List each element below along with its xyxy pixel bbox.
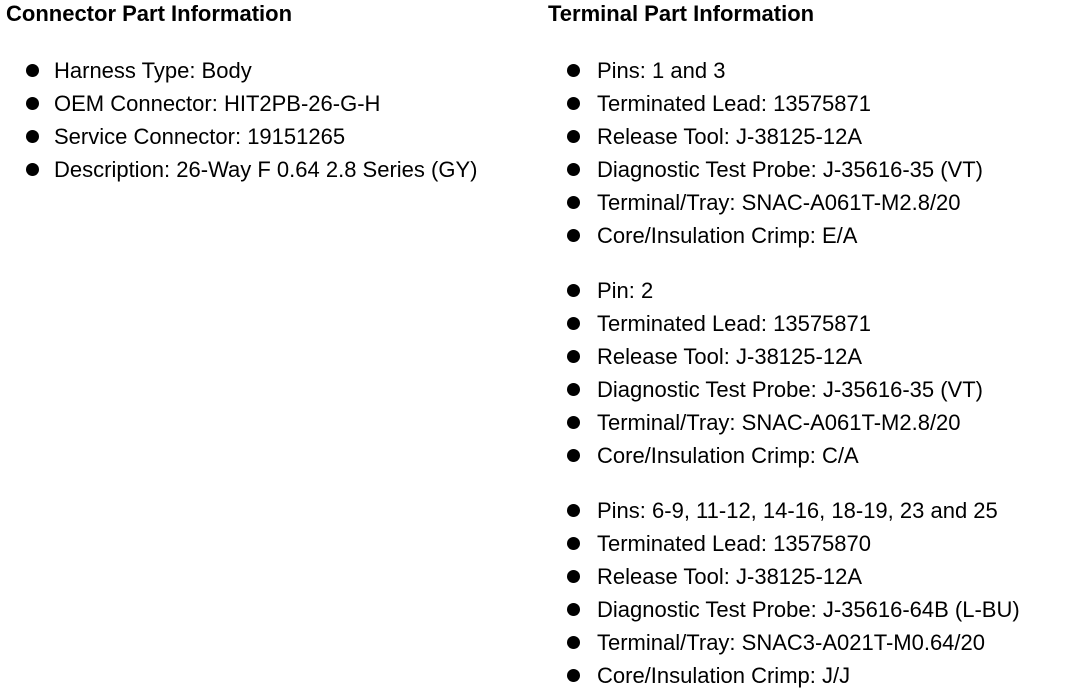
list-item (548, 527, 1088, 560)
list-item-text: OEM Connector: HIT2PB-26-G-H (54, 91, 381, 116)
list-item-text: Terminated Lead: 13575871 (597, 91, 871, 116)
terminal-group-list (548, 494, 1088, 692)
bullet-icon (567, 570, 580, 583)
bullet-icon (567, 97, 580, 110)
list-item-text: Harness Type: Body (54, 58, 252, 83)
bullet-icon (567, 636, 580, 649)
bullet-icon (567, 284, 580, 297)
list-item-text: Pins: 6-9, 11-12, 14-16, 18-19, 23 and 25 (597, 498, 998, 523)
list-item-text: Terminated Lead: 13575870 (597, 531, 871, 556)
bullet-icon (567, 64, 580, 77)
list-item-text: Core/Insulation Crimp: J/J (597, 663, 851, 688)
terminal-heading: Terminal Part Information (548, 1, 815, 26)
list-item (548, 626, 1088, 659)
list-item (548, 659, 1088, 692)
bullet-icon (567, 504, 580, 517)
bullet-icon (567, 669, 580, 682)
list-item-text: Core/Insulation Crimp: E/A (597, 223, 858, 248)
list-item (548, 87, 1088, 120)
bullet-icon (567, 350, 580, 363)
terminal-group-list (548, 274, 1088, 472)
connector-list (6, 54, 546, 186)
list-item (548, 186, 1088, 219)
bullet-icon (26, 130, 39, 143)
bullet-icon (567, 416, 580, 429)
bullet-icon (567, 383, 580, 396)
list-item (548, 153, 1088, 186)
list-item-text: Terminal/Tray: SNAC3-A021T-M0.64/20 (597, 630, 985, 655)
list-item (548, 406, 1088, 439)
list-item-text: Diagnostic Test Probe: J-35616-64B (L-BU) (597, 597, 1020, 622)
list-item-text: Pins: 1 and 3 (597, 58, 726, 83)
list-item-text: Terminal/Tray: SNAC-A061T-M2.8/20 (597, 190, 961, 215)
list-item (548, 219, 1088, 252)
list-item (548, 560, 1088, 593)
bullet-icon (26, 163, 39, 176)
list-item (548, 307, 1088, 340)
list-item (548, 340, 1088, 373)
bullet-icon (567, 130, 580, 143)
bullet-icon (567, 317, 580, 330)
list-item-text: Diagnostic Test Probe: J-35616-35 (VT) (597, 157, 983, 182)
bullet-icon (567, 449, 580, 462)
list-item-text: Terminal/Tray: SNAC-A061T-M2.8/20 (597, 410, 961, 435)
list-item (6, 120, 546, 153)
list-item (6, 54, 546, 87)
list-item (548, 120, 1088, 153)
bullet-icon (26, 64, 39, 77)
terminal-part-information-section (548, 0, 1088, 692)
list-item (548, 494, 1088, 527)
list-item (548, 593, 1088, 626)
list-item (548, 439, 1088, 472)
list-item-text: Release Tool: J-38125-12A (597, 344, 862, 369)
bullet-icon (567, 163, 580, 176)
list-item-text: Diagnostic Test Probe: J-35616-35 (VT) (597, 377, 983, 402)
list-item-text: Release Tool: J-38125-12A (597, 564, 862, 589)
list-item-text: Description: 26-Way F 0.64 2.8 Series (GY) (54, 157, 478, 182)
list-item (548, 54, 1088, 87)
list-item-text: Pin: 2 (597, 278, 654, 303)
list-item (548, 373, 1088, 406)
list-item-text: Terminated Lead: 13575871 (597, 311, 871, 336)
bullet-icon (567, 196, 580, 209)
list-item (6, 153, 546, 186)
bullet-icon (567, 603, 580, 616)
list-item (6, 87, 546, 120)
bullet-icon (567, 229, 580, 242)
list-item-text: Release Tool: J-38125-12A (597, 124, 862, 149)
list-item (548, 274, 1088, 307)
bullet-icon (26, 97, 39, 110)
bullet-icon (567, 537, 580, 550)
list-item-text: Core/Insulation Crimp: C/A (597, 443, 859, 468)
list-item-text: Service Connector: 19151265 (54, 124, 346, 149)
connector-part-information-section (6, 0, 546, 186)
terminal-group-list (548, 54, 1088, 252)
connector-heading: Connector Part Information (6, 1, 293, 26)
